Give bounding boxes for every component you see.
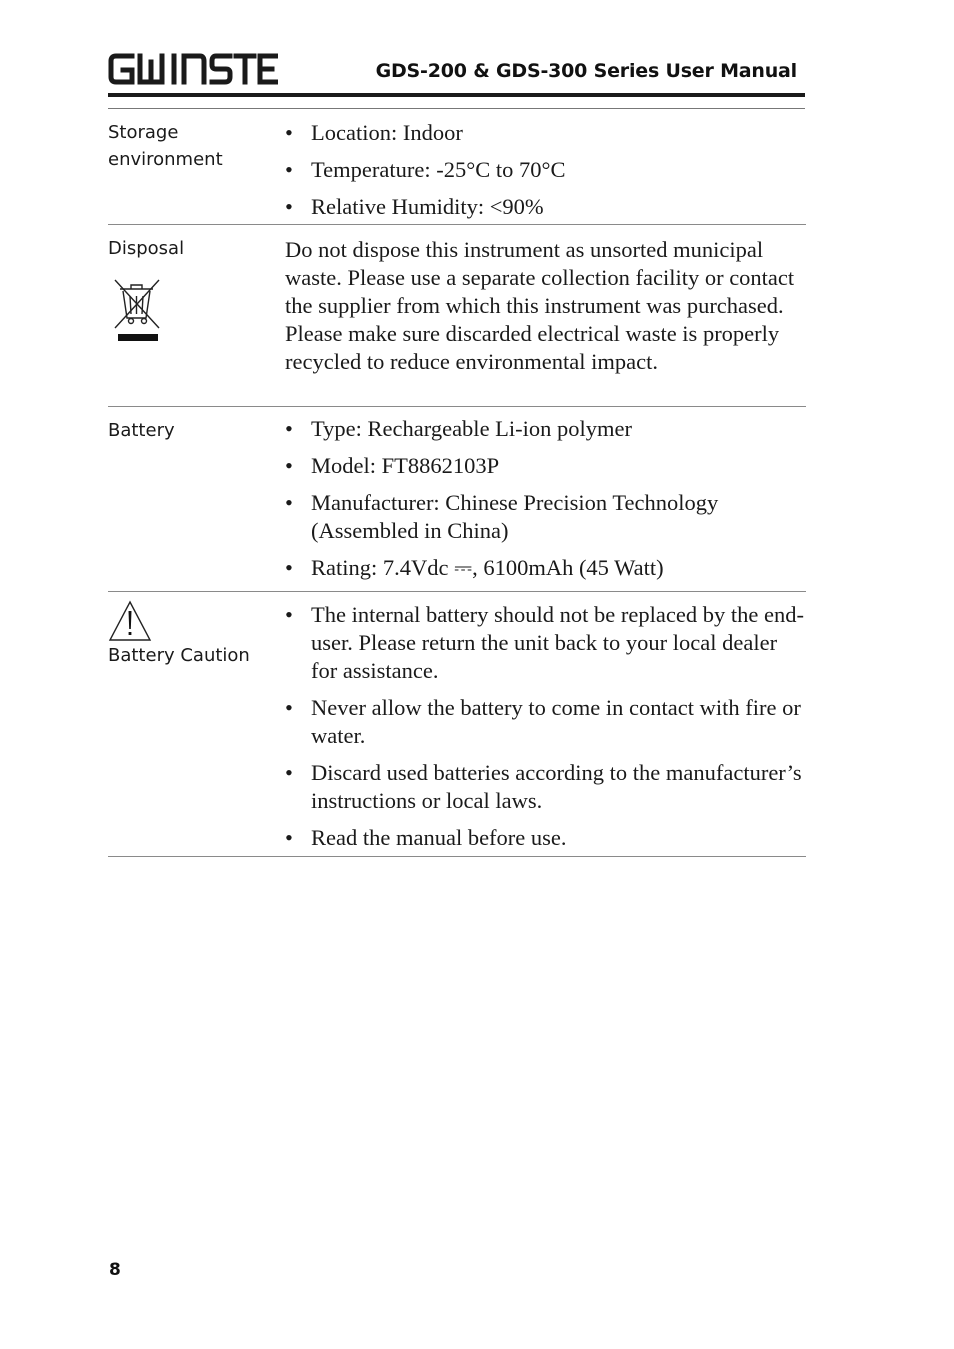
spec-row-battery [108, 407, 806, 592]
row-content [285, 407, 806, 591]
list-item: • Discard used batteries according to the manufacturer’s instructions or local laws. [285, 759, 806, 815]
bullet-list [285, 601, 806, 852]
list-item: • Read the manual before use. [285, 824, 806, 852]
row-label-wrap [108, 592, 285, 856]
row-content [285, 109, 806, 224]
bullet-list [285, 415, 806, 582]
row-content [285, 592, 806, 856]
page-number: 8 [109, 1260, 121, 1280]
gw-instek-logo [108, 52, 278, 86]
header-rule [108, 93, 805, 97]
row-label-wrap [108, 225, 285, 406]
row-label: Disposal [108, 238, 185, 259]
spec-row-storage [108, 109, 806, 225]
bullet-list [285, 119, 806, 221]
list-item: • Never allow the battery to come in contact with fire or water. [285, 694, 806, 750]
row-label: Storage environment [108, 122, 223, 170]
list-item: • Temperature: -25°C to 70°C [285, 156, 806, 184]
list-item: • Rating: 7.4Vdc ⎓, 6100mAh (45 Watt) [285, 554, 806, 582]
weee-crossed-bin-icon [108, 272, 166, 348]
warning-triangle-icon [108, 600, 152, 642]
row-label: Battery [108, 420, 175, 441]
list-item: • Relative Humidity: <90% [285, 193, 806, 221]
list-item: • The internal battery should not be replaced by the end-user. Please return the unit back to your local dealer for assistance. [285, 601, 806, 685]
manual-title: GDS-200 & GDS-300 Series User Manual [375, 60, 797, 82]
disposal-text: Do not dispose this instrument as unsorted municipal waste. Please use a separate collection facility or contact the supplier from which this instrument was purchased. Please make sure discarded electrical waste is properly recycled to reduce environmental impact. [285, 237, 795, 374]
list-item: • Type: Rechargeable Li-ion polymer [285, 415, 806, 443]
spec-row-disposal [108, 225, 806, 407]
spec-row-battery-caution [108, 592, 806, 857]
list-item: • Location: Indoor [285, 119, 806, 147]
list-item: • Model: FT8862103P [285, 452, 806, 480]
list-item: • Manufacturer: Chinese Precision Technology (Assembled in China) [285, 489, 806, 545]
row-label: Battery Caution [108, 645, 250, 666]
spec-table [108, 109, 806, 857]
